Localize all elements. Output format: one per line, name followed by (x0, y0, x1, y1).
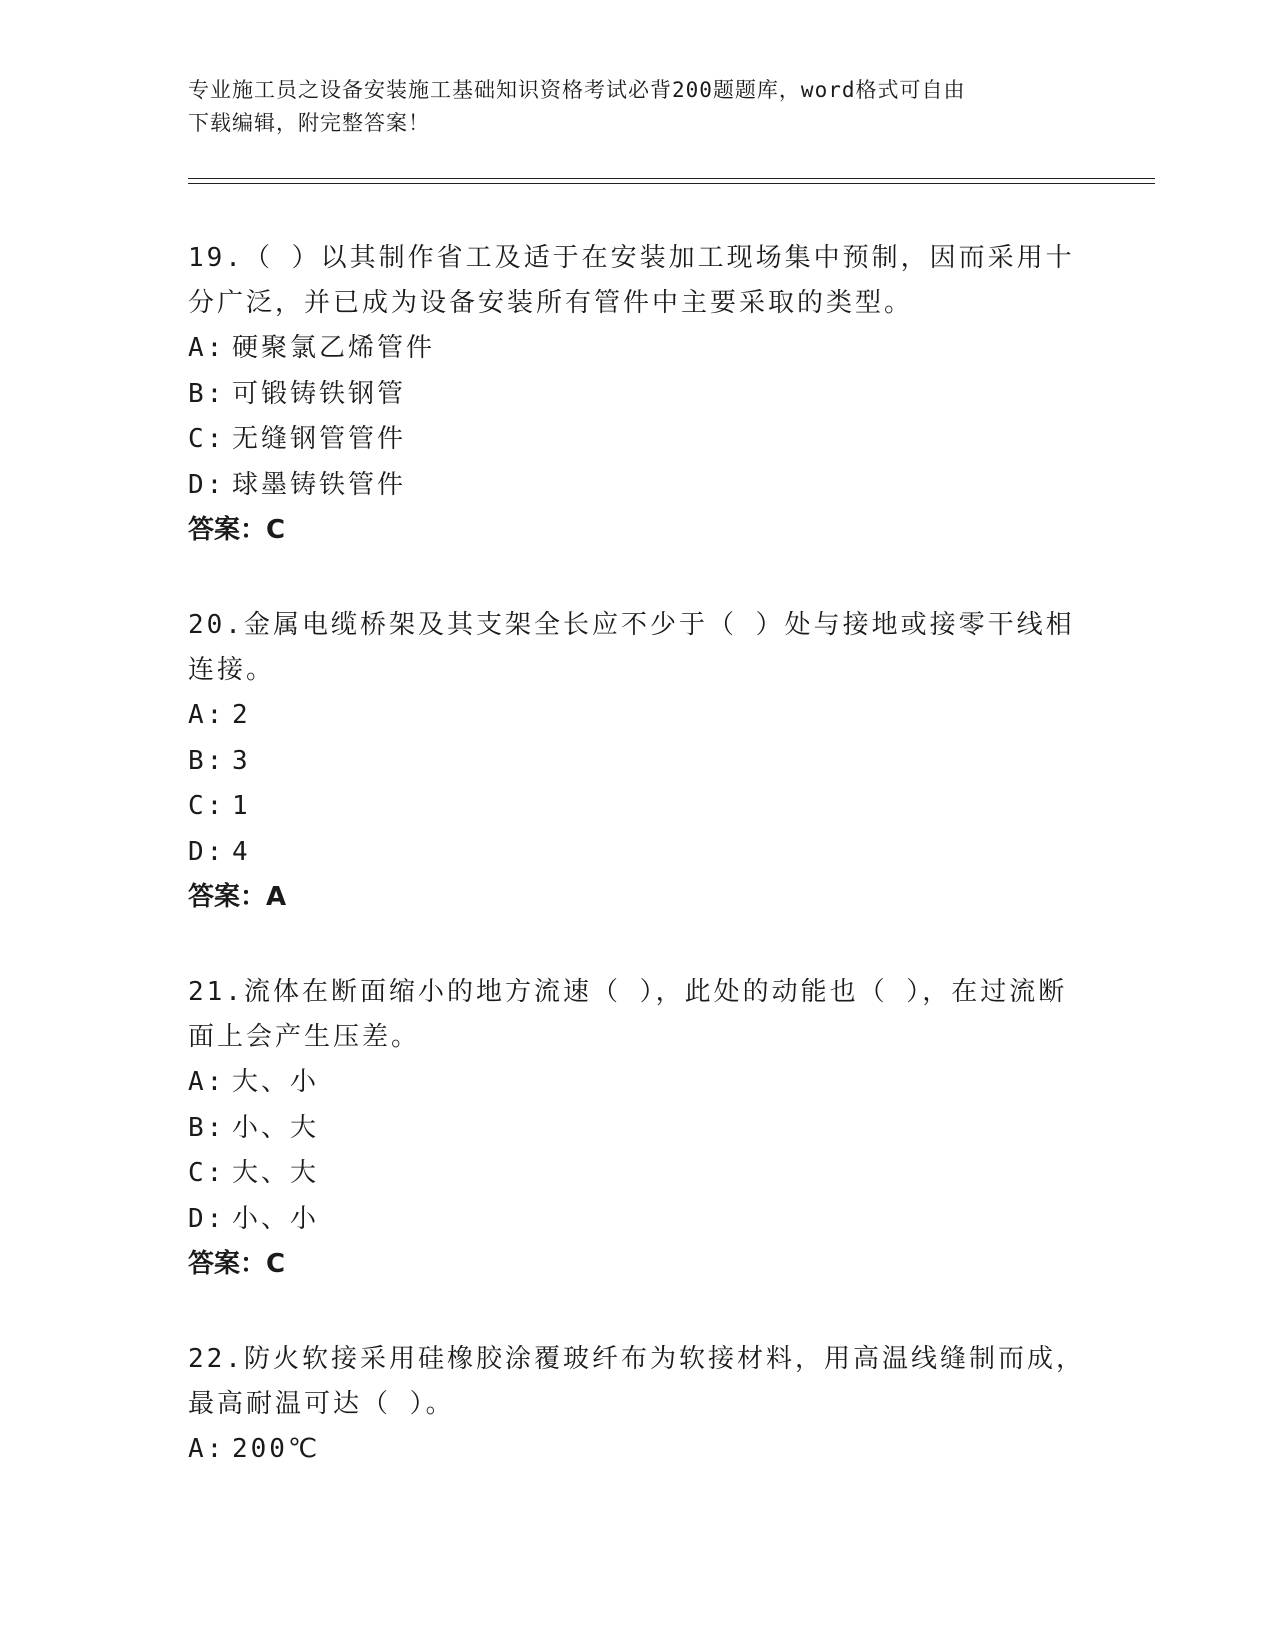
option-a (188, 693, 1088, 739)
option-key: D: (188, 1203, 226, 1234)
question-stem-line: 最高耐温可达（ ）。 (188, 1389, 455, 1419)
option-c (188, 417, 1088, 463)
header-line-1: 专业施工员之设备安装施工基础知识资格考试必背200题题库，word格式可自由 (188, 78, 966, 102)
question-stem (188, 603, 1088, 693)
question-stem-line: 分广泛，并已成为设备安装所有管件中主要采取的类型。 (188, 288, 914, 318)
header-line-2: 下载编辑，附完整答案！ (188, 111, 430, 135)
answer-line: 答案：C (188, 515, 286, 545)
question-stem-line: 连接。 (188, 655, 276, 685)
question-20 (188, 603, 1088, 920)
question-21 (188, 970, 1088, 1287)
option-key: A: (188, 1434, 226, 1464)
document-header (188, 74, 1088, 140)
header-divider-top (188, 178, 1155, 179)
option-text: 无缝钢管管件 (232, 424, 407, 454)
answer-line: 答案：C (188, 1249, 286, 1279)
option-text: 大、大 (232, 1158, 320, 1188)
option-key: C: (188, 1158, 226, 1188)
option-key: B: (188, 1112, 226, 1143)
option-key: B: (188, 745, 226, 776)
header-divider-bottom (188, 183, 1155, 184)
question-stem (188, 236, 1088, 326)
option-key: A: (188, 333, 226, 363)
option-d (188, 830, 1088, 876)
option-c (188, 784, 1088, 830)
option-a (188, 326, 1088, 372)
option-key: A: (188, 1067, 226, 1097)
question-list (188, 236, 1088, 1523)
option-text: 大、小 (232, 1067, 320, 1097)
option-c (188, 1151, 1088, 1197)
option-d (188, 1197, 1088, 1243)
option-text: 4 (232, 836, 251, 867)
option-text: 硬聚氯乙烯管件 (232, 333, 436, 363)
question-stem-line: 面上会产生压差。 (188, 1022, 421, 1052)
question-stem-line: 20.金属电缆桥架及其支架全长应不少于（ ）处与接地或接零干线相 (188, 610, 1075, 640)
question-22 (188, 1337, 1088, 1473)
question-stem-line: 21.流体在断面缩小的地方流速（ ），此处的动能也（ ），在过流断 (188, 977, 1068, 1007)
option-text: 2 (232, 700, 251, 730)
option-b (188, 739, 1088, 785)
option-b (188, 1106, 1088, 1152)
option-text: 球墨铸铁管件 (232, 469, 407, 500)
question-stem (188, 970, 1088, 1060)
answer-line: 答案：A (188, 882, 287, 912)
option-key: A: (188, 700, 226, 730)
question-stem-line: 19.（ ）以其制作省工及适于在安装加工现场集中预制，因而采用十 (188, 243, 1075, 273)
option-a (188, 1427, 1088, 1473)
question-19 (188, 236, 1088, 553)
option-key: C: (188, 791, 226, 821)
option-key: C: (188, 424, 226, 454)
option-a (188, 1060, 1088, 1106)
option-key: D: (188, 836, 226, 867)
question-stem-line: 22.防火软接采用硅橡胶涂覆玻纤布为软接材料，用高温线缝制而成， (188, 1344, 1085, 1374)
option-d (188, 463, 1088, 509)
option-key: B: (188, 378, 226, 409)
option-text: 3 (232, 745, 251, 776)
option-key: D: (188, 469, 226, 500)
option-b (188, 372, 1088, 418)
question-stem (188, 1337, 1088, 1427)
option-text: 可锻铸铁钢管 (232, 378, 407, 409)
option-text: 小、小 (232, 1203, 320, 1234)
option-text: 小、大 (232, 1112, 320, 1143)
option-text: 1 (232, 791, 251, 821)
option-text: 200℃ (232, 1434, 321, 1464)
